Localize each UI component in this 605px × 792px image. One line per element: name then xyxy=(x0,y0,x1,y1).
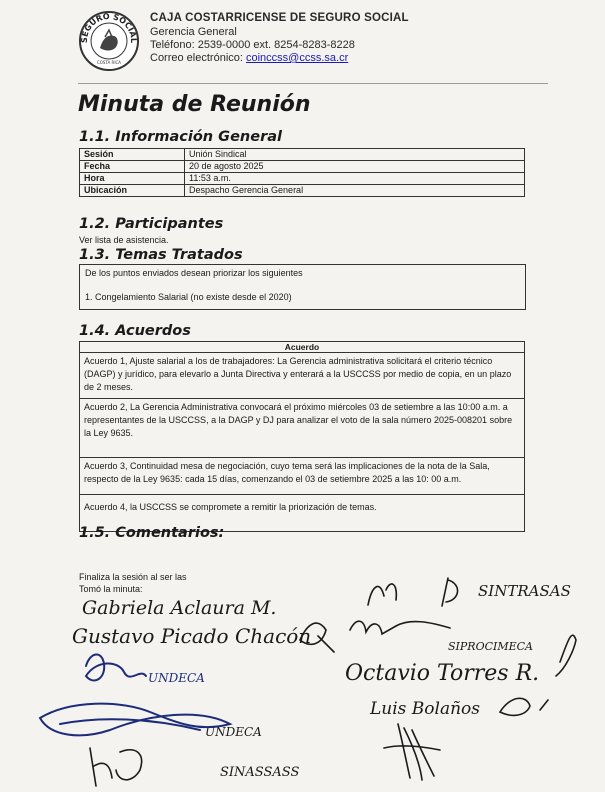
info-value: 11:53 a.m. xyxy=(185,173,525,185)
closing-text: Finaliza la sesión al ser las xyxy=(79,572,187,582)
signature-gustavo-picado: Gustavo Picado Chacón xyxy=(72,624,312,648)
scribble-blue-1-icon xyxy=(86,654,146,680)
scribble-hu-icon xyxy=(90,748,142,786)
signature-octavio-torres: Octavio Torres R. xyxy=(345,661,540,686)
agreements-column-header: Acuerdo xyxy=(80,342,525,353)
scribble-hook-icon xyxy=(556,635,576,676)
phone-line: Teléfono: 2539-0000 ext. 8254-8283-8228 xyxy=(150,39,355,51)
topic-item: 1. Congelamiento Salarial (no existe desde el 2020) xyxy=(85,292,292,302)
organization-name: CAJA COSTARRICENSE DE SEGURO SOCIAL xyxy=(150,12,409,24)
signature-gabriela: Gabriela Aclaura M. xyxy=(82,597,277,619)
section-agreements-heading: 1.4. Acuerdos xyxy=(79,323,191,339)
info-key: Hora xyxy=(80,173,185,185)
info-value: 20 de agosto 2025 xyxy=(185,161,525,173)
email-label: Correo electrónico: xyxy=(150,52,246,64)
section-topics-heading: 1.3. Temas Tratados xyxy=(79,247,243,263)
section-general-info-heading: 1.1. Información General xyxy=(79,129,282,145)
scribble-hatch-icon xyxy=(384,724,440,780)
section-comments-heading: 1.5. Comentarios: xyxy=(79,525,225,541)
agreement-item: Acuerdo 3, Continuidad mesa de negociación, cuyo tema será las implicaciones de la nota de la Sala, respecto de la Ley 9635: cada 15 días, comenzando el 03 de setiembre 2025 a las 10: 00 a.m. xyxy=(80,458,525,495)
topics-intro: De los puntos enviados desean priorizar los siguientes xyxy=(85,268,303,278)
svg-text:SEGURO SOCIAL: SEGURO SOCIAL xyxy=(79,11,139,44)
minute-taker-label: Tomó la minuta: xyxy=(79,584,143,594)
signature-siprocimeca: SIPROCIMECA xyxy=(448,640,533,653)
department-name: Gerencia General xyxy=(150,26,237,38)
scribble-stroke-icon xyxy=(318,636,334,652)
scribble-d-icon xyxy=(442,578,458,606)
info-value: Despacho Gerencia General xyxy=(185,185,525,197)
signature-luis-bolanos: Luis Bolaños xyxy=(370,699,481,719)
agreement-item: Acuerdo 2, La Gerencia Administrativa convocará el próximo miércoles 03 de setiembre a las 10:00 a.m. a representantes de la USCCSS, a la DAGP y DJ para analizar el voto de la sala número 2025-008201 sobre la Ley 9635. xyxy=(80,399,525,458)
agreement-item: Acuerdo 1, Ajuste salarial a los de trabajadores: La Gerencia administrativa solicitará el criterio técnico (DAGP) y jurídico, para elevarlo a Junta Directiva y enterará a la USCCSS por medio de copia, en un plazo de 2 meses. xyxy=(80,353,525,399)
info-value: Unión Sindical xyxy=(185,149,525,161)
scribble-firma-icon xyxy=(350,621,450,634)
svg-text:COSTA RICA: COSTA RICA xyxy=(96,60,122,65)
info-key: Ubicación xyxy=(80,185,185,197)
scribble-mhon-icon xyxy=(368,584,396,605)
signature-sinassass: SINASSASS xyxy=(220,765,300,780)
document-title: Minuta de Reunión xyxy=(78,92,311,117)
scribble-blue-3-icon xyxy=(60,719,200,730)
section-participants-heading: 1.2. Participantes xyxy=(79,216,224,232)
agreement-item: Acuerdo 4, la USCCSS se compromete a remitir la priorización de temas. xyxy=(80,495,525,532)
signature-undeca-1: UNDECA xyxy=(148,671,205,685)
info-key: Fecha xyxy=(80,161,185,173)
scribble-bolanos-icon xyxy=(500,698,548,715)
participants-text: Ver lista de asistencia. xyxy=(79,235,169,245)
signature-undeca-2: UNDECA xyxy=(205,725,262,739)
info-key: Sesión xyxy=(80,149,185,161)
signature-sintrasas: SINTRASAS xyxy=(478,582,571,600)
email-link[interactable]: coinccss@ccss.sa.cr xyxy=(246,52,349,64)
